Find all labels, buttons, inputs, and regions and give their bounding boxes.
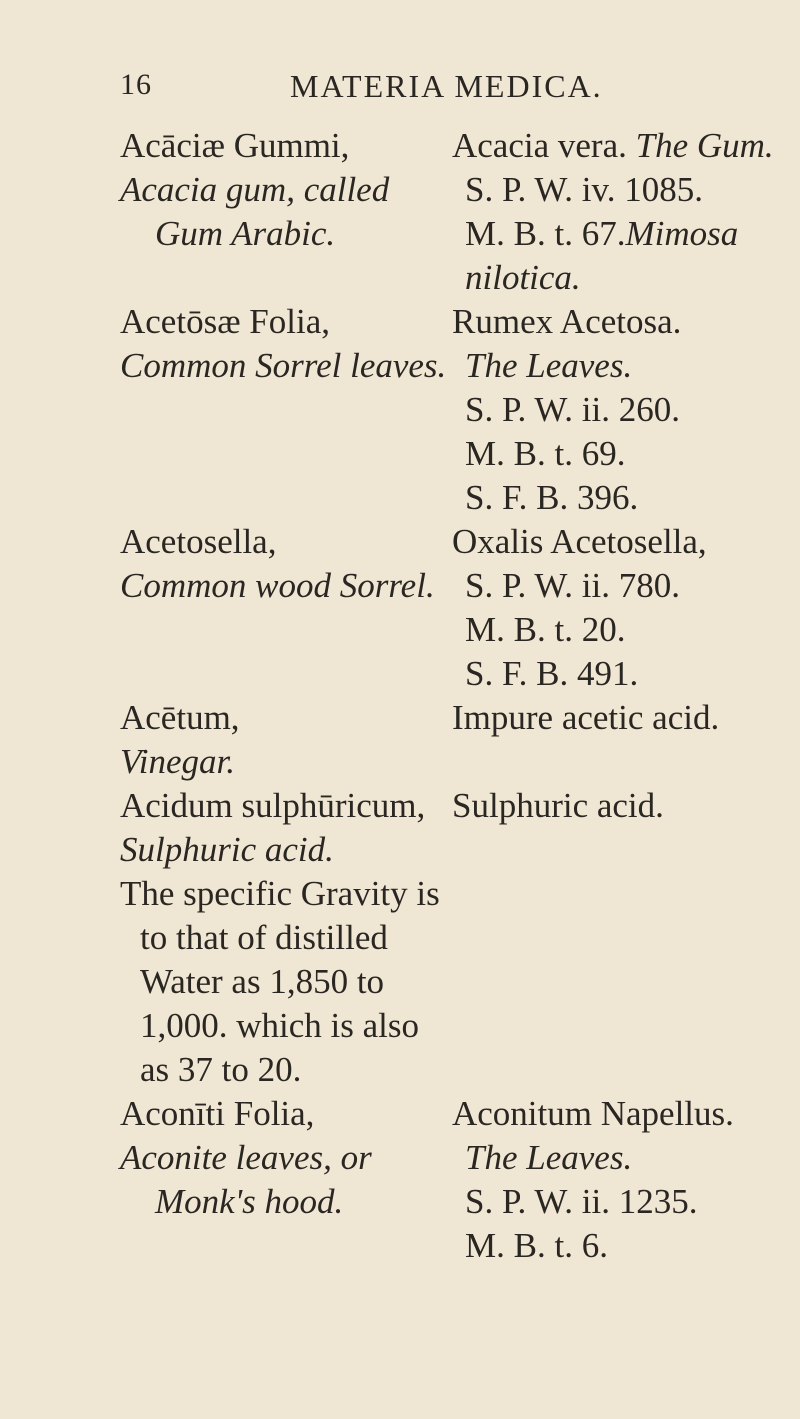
entry-common-name: Gum Arabic. <box>155 214 336 253</box>
entry-note: to that of distilled <box>140 918 388 957</box>
entry-synonym: nilotica. <box>465 258 581 297</box>
entry-common-name: Monk's hood. <box>155 1182 344 1221</box>
entry-reference: S. P. W. ii. 1235. <box>465 1182 698 1221</box>
entry-part: The Leaves. <box>465 1138 633 1177</box>
page-number: 16 <box>120 68 152 101</box>
entry-botanical-name: Oxalis Acetosella, <box>452 522 707 561</box>
entry-reference: M. B. t. 20. <box>465 610 626 649</box>
entry-botanical-name: Rumex Acetosa. <box>452 302 682 341</box>
entry-name: Aconīti Folia, <box>120 1094 315 1133</box>
entry-note: as 37 to 20. <box>140 1050 302 1089</box>
entry-reference: S. P. W. ii. 260. <box>465 390 680 429</box>
entry-name: Acidum sulphūricum, <box>120 786 426 825</box>
entry-name: Acētum, <box>120 698 240 737</box>
entry-note: Water as 1,850 to <box>140 962 385 1001</box>
entry-part: The Gum. <box>635 126 774 165</box>
entry-source <box>452 128 774 163</box>
entry-common-name: Common Sorrel leaves. <box>120 346 447 385</box>
entry-common-name: Acacia gum, called <box>120 170 390 209</box>
running-title: MATERIA MEDICA. <box>290 68 603 104</box>
entry-synonym: Mimosa <box>625 214 739 253</box>
entry-description: Impure acetic acid. <box>452 698 720 737</box>
entry-name: Acetosella, <box>120 522 277 561</box>
entry-part: The Leaves. <box>465 346 633 385</box>
entry-botanical-name: Acacia vera. <box>452 126 627 165</box>
page-header <box>0 68 800 108</box>
entry-note: The specific Gravity is <box>120 874 440 913</box>
entry-reference: S. P. W. ii. 780. <box>465 566 680 605</box>
entry-botanical-name: Aconitum Napellus. <box>452 1094 734 1133</box>
entry-reference: S. P. W. iv. 1085. <box>465 170 703 209</box>
entry-reference: S. F. B. 491. <box>465 654 639 693</box>
entry-description: Sulphuric acid. <box>452 786 664 825</box>
entry-common-name: Sulphuric acid. <box>120 830 334 869</box>
entry-reference-text: M. B. t. 67. <box>465 214 626 253</box>
entry-reference: M. B. t. 69. <box>465 434 626 473</box>
entry-reference: M. B. t. 6. <box>465 1226 608 1265</box>
entry-common-name: Aconite leaves, or <box>120 1138 372 1177</box>
entry-reference <box>465 216 738 251</box>
entry-common-name: Common wood Sorrel. <box>120 566 435 605</box>
entry-note: 1,000. which is also <box>140 1006 420 1045</box>
entry-reference: S. F. B. 396. <box>465 478 639 517</box>
entry-name: Acāciæ Gummi, <box>120 126 350 165</box>
entry-name: Acetōsæ Folia, <box>120 302 330 341</box>
entry-common-name: Vinegar. <box>120 742 236 781</box>
